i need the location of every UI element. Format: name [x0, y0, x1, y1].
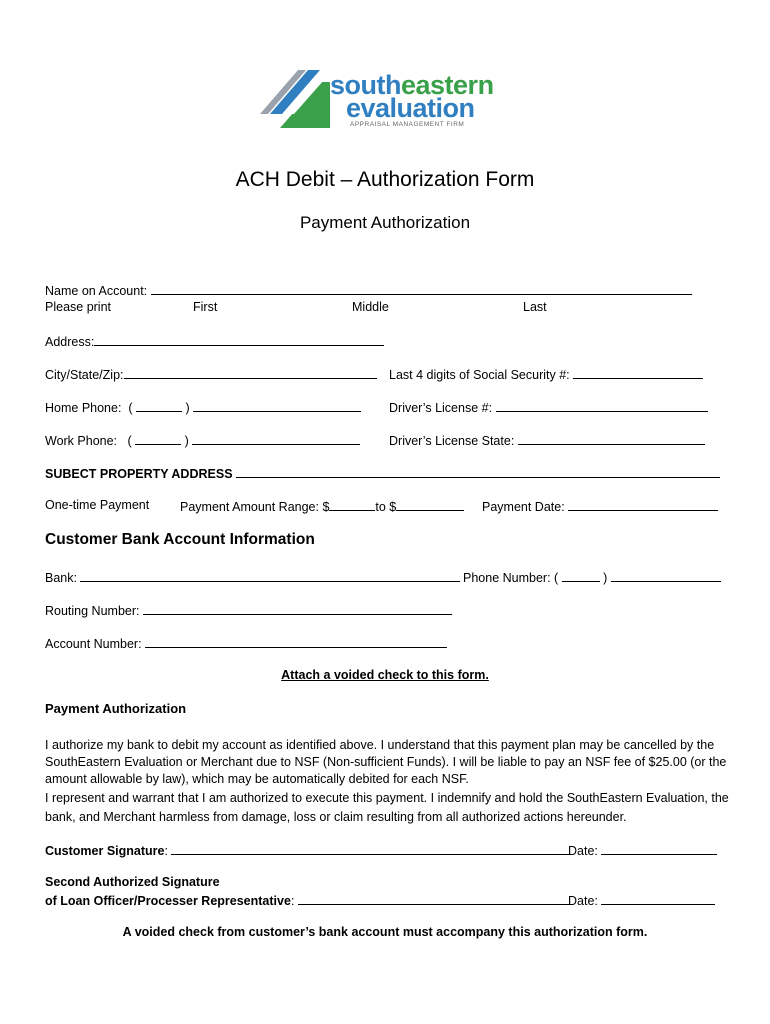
dl-state-field[interactable]	[518, 432, 705, 445]
middle-name-label: Middle	[352, 300, 389, 314]
logo-tagline: APPRAISAL MANAGEMENT FIRM	[350, 121, 465, 128]
customer-date-row	[568, 842, 717, 858]
name-label: Name on Account:	[45, 284, 148, 298]
work-phone-number-field[interactable]	[192, 432, 360, 445]
drivers-license-label: Driver’s License #:	[389, 401, 493, 415]
first-name-label: First	[193, 300, 218, 314]
customer-signature-field[interactable]	[171, 842, 571, 855]
bank-phone-area-field[interactable]	[562, 569, 600, 582]
form-subtitle: Payment Authorization	[299, 213, 471, 232]
account-row	[45, 635, 447, 651]
bank-label: Bank:	[45, 571, 77, 585]
routing-row	[45, 602, 452, 618]
customer-signature-colon: :	[164, 844, 168, 858]
city-row	[45, 366, 377, 382]
one-time-payment-label: One-time Payment	[45, 498, 150, 512]
subject-property-label: SUBECT PROPERTY ADDRESS	[45, 467, 233, 481]
customer-date-field[interactable]	[601, 842, 717, 855]
dl-state-label: Driver’s License State:	[389, 434, 515, 448]
second-date-row	[568, 892, 715, 908]
second-signature-row	[45, 892, 570, 908]
routing-field[interactable]	[143, 602, 452, 615]
payment-max-field[interactable]	[396, 498, 464, 511]
subject-property-row	[45, 465, 720, 481]
dl-state-row	[389, 432, 705, 448]
second-date-label: Date:	[568, 894, 598, 908]
customer-signature-label: Customer Signature	[45, 844, 165, 858]
last-name-label: Last	[523, 300, 547, 314]
home-phone-close: )	[185, 401, 190, 415]
work-phone-label: Work Phone:	[45, 434, 118, 448]
ssn-field[interactable]	[573, 366, 703, 379]
drivers-license-row	[389, 399, 708, 415]
ssn-row	[389, 366, 703, 382]
work-phone-open: (	[127, 434, 132, 448]
subject-property-field[interactable]	[236, 465, 720, 478]
authorization-paragraph-1: I authorize my bank to debit my account as identified above. I understand that this payment plan may be cancelled by the SouthEastern Evaluation or Merchant due to NSF (Non-sufficient Funds). I will be liable to pay an NSF fee of $25.00 (or the amount allowable by law), which may be automatically debited for each NSF.	[45, 738, 727, 786]
bank-phone-label: Phone Number: (	[463, 571, 559, 585]
city-field[interactable]	[124, 366, 377, 379]
second-signature-colon: :	[290, 894, 295, 908]
payment-min-field[interactable]	[329, 498, 375, 511]
payment-date-label: Payment Date:	[482, 500, 565, 514]
bank-field[interactable]	[80, 569, 460, 582]
address-field[interactable]	[94, 333, 384, 346]
drivers-license-field[interactable]	[496, 399, 708, 412]
authorization-paragraph-2: I represent and warrant that I am authorized to execute this payment. I indemnify and hold the SouthEastern Evaluation, the bank, and Merchant harmless from damage, loss or claim resulting from all authorized actions hereunder.	[45, 791, 729, 824]
address-label: Address:	[45, 335, 95, 349]
name-field[interactable]	[151, 282, 692, 295]
bank-row	[45, 569, 460, 585]
account-field[interactable]	[145, 635, 447, 648]
payment-range-label: Payment Amount Range: $	[180, 500, 330, 514]
address-row	[45, 333, 384, 349]
bank-phone-row	[463, 569, 721, 585]
attach-voided-check-note: Attach a voided check to this form.	[281, 668, 489, 682]
account-label: Account Number:	[45, 637, 142, 651]
payment-range-row	[180, 498, 464, 514]
payment-date-row	[482, 498, 718, 514]
second-signature-line1: Second Authorized Signature	[45, 875, 220, 889]
footer-voided-check-note: A voided check from customer’s bank account must accompany this authorization form.	[122, 925, 648, 939]
payment-date-field[interactable]	[568, 498, 718, 511]
please-print-label: Please print	[45, 300, 112, 314]
city-label: City/State/Zip:	[45, 368, 124, 382]
payment-to-label: to $	[375, 500, 397, 514]
name-row	[45, 282, 692, 298]
second-date-field[interactable]	[601, 892, 715, 905]
form-title: ACH Debit – Authorization Form	[235, 168, 535, 191]
routing-label: Routing Number:	[45, 604, 140, 618]
bank-phone-number-field[interactable]	[611, 569, 721, 582]
logo-word-eastern: eastern	[401, 70, 494, 100]
logo-word-south: south	[330, 70, 401, 100]
home-phone-label: Home Phone:	[45, 401, 122, 415]
bank-phone-close: )	[603, 571, 608, 585]
work-phone-row	[45, 432, 360, 448]
work-phone-area-field[interactable]	[135, 432, 181, 445]
customer-signature-row	[45, 842, 571, 858]
home-phone-number-field[interactable]	[193, 399, 361, 412]
customer-date-label: Date:	[568, 844, 598, 858]
ssn-label: Last 4 digits of Social Security #:	[389, 368, 570, 382]
logo-wordmark-line2: evaluation	[346, 93, 475, 123]
home-phone-open: (	[128, 401, 133, 415]
home-phone-area-field[interactable]	[136, 399, 182, 412]
second-signature-field[interactable]	[298, 892, 570, 905]
bank-section-title: Customer Bank Account Information	[45, 531, 315, 548]
payment-authorization-heading: Payment Authorization	[45, 701, 187, 716]
second-signature-label: of Loan Officer/Processer Representative	[45, 894, 291, 908]
work-phone-close: )	[184, 434, 189, 448]
home-phone-row	[45, 399, 361, 415]
